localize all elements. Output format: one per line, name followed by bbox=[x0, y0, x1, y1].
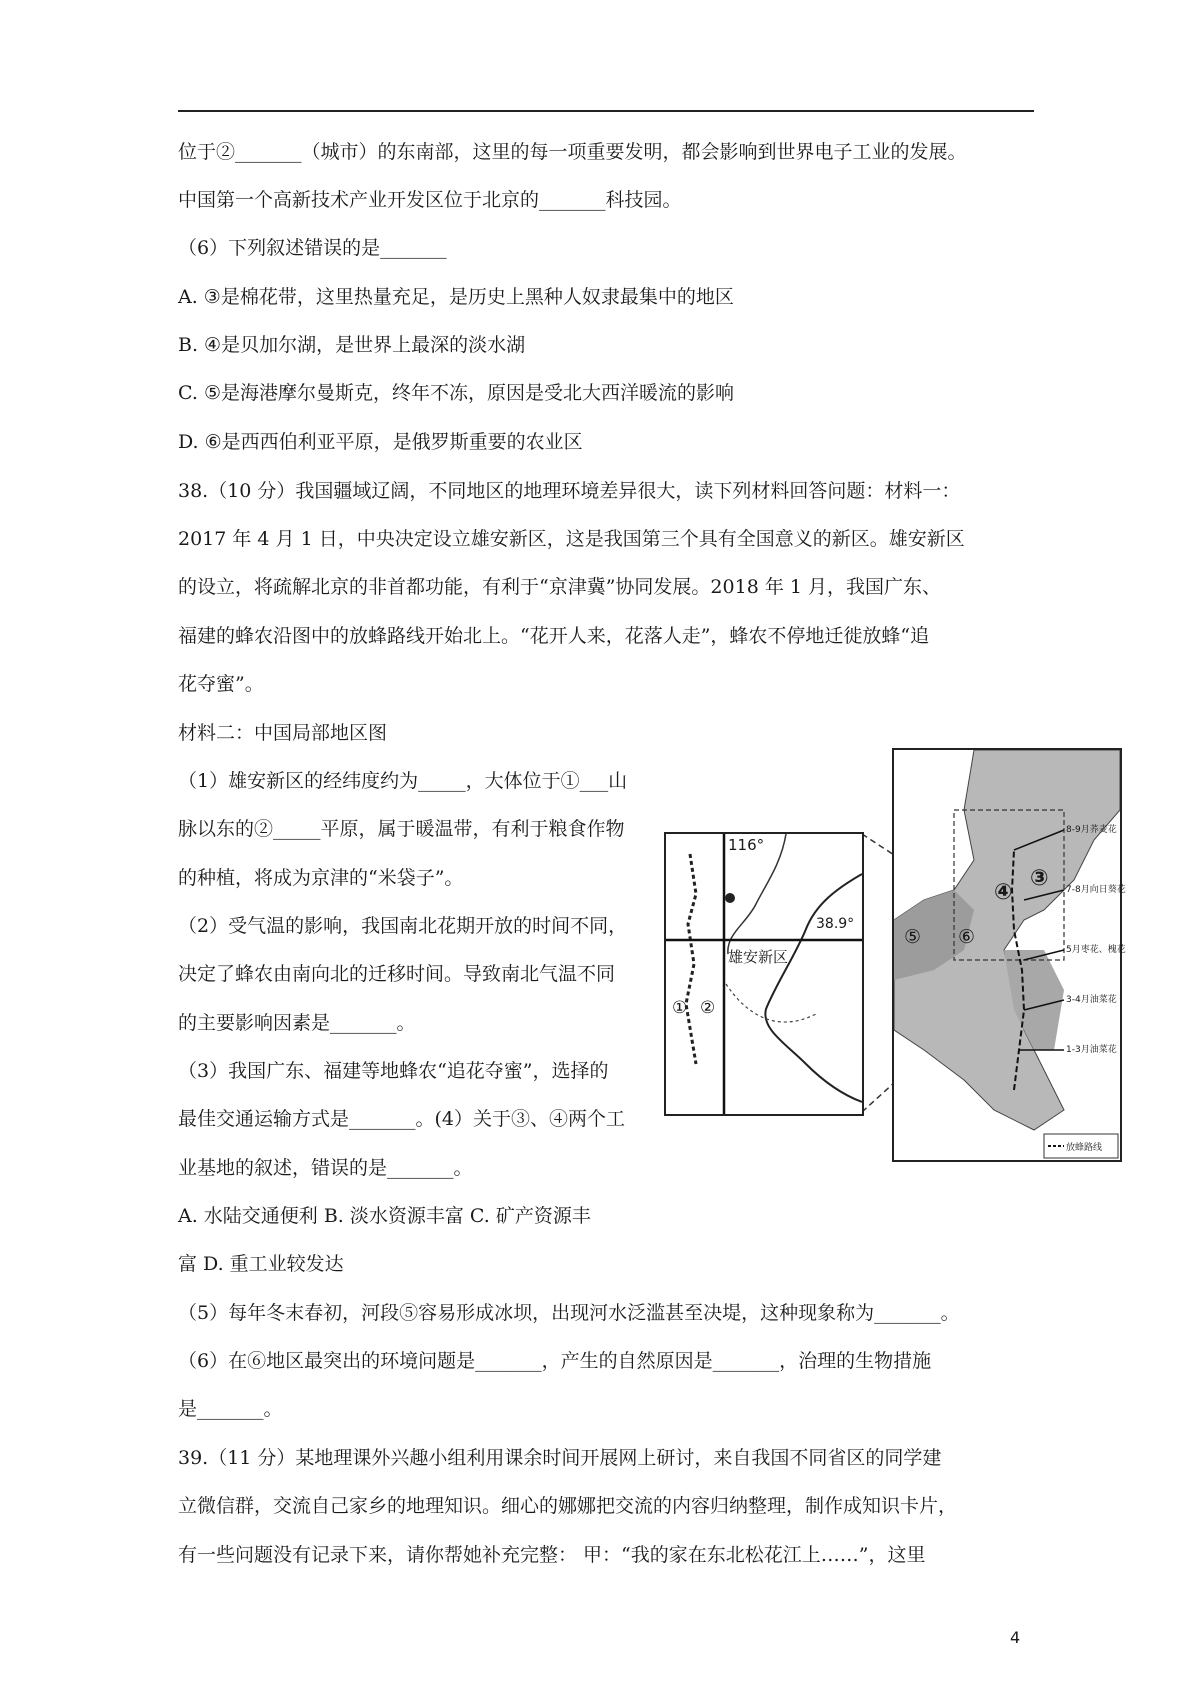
marker-4: ④ bbox=[994, 880, 1013, 905]
text-line-7: D. ⑥是西西伯利亚平原，是俄罗斯重要的农业区 bbox=[178, 431, 583, 453]
text-line-4: A. ③是棉花带，这里热量充足，是历史上黑种人奴隶最集中的地区 bbox=[178, 286, 734, 308]
marker-2: ② bbox=[700, 998, 716, 1018]
text-line-5: B. ④是贝加尔湖，是世界上最深的淡水湖 bbox=[178, 334, 526, 356]
text-line-18: 决定了蜂农由南向北的迁移时间。导致南北气温不同 bbox=[178, 963, 616, 985]
text-line-9: 2017 年 4 月 1 日，中央决定设立雄安新区，这是我国第三个具有全国意义的新区。雄安新区 bbox=[178, 528, 965, 550]
text-line-12: 花夺蜜”。 bbox=[178, 673, 264, 695]
marker-1: ① bbox=[672, 998, 688, 1018]
marker-6: ⑥ bbox=[958, 926, 976, 948]
text-line-13: 材料二：中国局部地区图 bbox=[178, 722, 388, 744]
route-label-3: 5月枣花、槐花 bbox=[1066, 945, 1126, 955]
legend-label: 放蜂路线 bbox=[1066, 1143, 1103, 1153]
page-number: 4 bbox=[1010, 1628, 1021, 1647]
longitude-label: 116° bbox=[728, 836, 765, 854]
latitude-label: 38.9° bbox=[816, 916, 855, 932]
marker-3: ③ bbox=[1030, 866, 1049, 891]
text-line-29: 立微信群，交流自己家乡的地理知识。细心的娜娜把交流的内容归纳整理，制作成知识卡片， bbox=[178, 1495, 958, 1517]
text-line-8: 38.（10 分）我国疆域辽阔，不同地区的地理环境差异很大，读下列材料回答问题：材料一： bbox=[178, 480, 961, 502]
route-label-2: 7-8月向日葵花 bbox=[1066, 885, 1126, 895]
text-line-6: C. ⑤是海港摩尔曼斯克，终年不冻，原因是受北大西洋暖流的影响 bbox=[178, 382, 734, 404]
text-line-1: 位于②_______（城市）的东南部，这里的每一项重要发明，都会影响到世界电子工业的发展。 bbox=[178, 141, 967, 163]
text-line-2: 中国第一个高新技术产业开发区位于北京的_______科技园。 bbox=[178, 189, 682, 211]
text-line-15: 脉以东的②_____平原，属于暖温带，有利于粮食作物 bbox=[178, 818, 625, 840]
xiongan-inset-drawing bbox=[666, 834, 862, 1114]
text-line-3: （6）下列叙述错误的是_______ bbox=[178, 237, 447, 259]
route-label-4: 3-4月油菜花 bbox=[1066, 995, 1117, 1005]
text-line-25: （5）每年冬末春初，河段⑤容易形成冰坝，出现河水泛滥甚至决堤，这种现象称为_______。 bbox=[178, 1302, 960, 1324]
text-line-14: （1）雄安新区的经纬度约为_____，大体位于①___山 bbox=[178, 770, 628, 792]
text-line-22: 业基地的叙述，错误的是_______。 bbox=[178, 1157, 473, 1179]
text-line-24: 富 D. 重工业较发达 bbox=[178, 1253, 344, 1275]
text-line-11: 福建的蜂农沿图中的放蜂路线开始北上。“花开人来，花落人走”，蜂农不停地迁徙放蜂“追 bbox=[178, 625, 930, 647]
text-line-27: 是_______。 bbox=[178, 1398, 283, 1420]
text-line-26: （6）在⑥地区最突出的环境问题是_______，产生的自然原因是_______，治理的生物措施 bbox=[178, 1350, 932, 1372]
text-line-21: 最佳交通运输方式是_______。(4）关于③、④两个工 bbox=[178, 1108, 626, 1130]
text-line-30: 有一些问题没有记录下来，请你帮她补充完整： 甲：“我的家在东北松花江上……”，这里 bbox=[178, 1544, 926, 1566]
china-region-drawing bbox=[894, 750, 1120, 1160]
region-label: 雄安新区 bbox=[728, 948, 789, 966]
xiongan-inset-map bbox=[664, 832, 864, 1116]
china-region-map bbox=[892, 748, 1126, 1162]
text-line-23: A. 水陆交通便利 B. 淡水资源丰富 C. 矿产资源丰 bbox=[178, 1205, 591, 1227]
route-label-1: 8-9月荞麦花 bbox=[1066, 825, 1117, 835]
route-label-5: 1-3月油菜花 bbox=[1066, 1045, 1117, 1055]
text-line-28: 39.（11 分）某地理课外兴趣小组利用课余时间开展网上研讨，来自我国不同省区的同学建 bbox=[178, 1447, 942, 1469]
text-line-16: 的种植，将成为京津的“米袋子”。 bbox=[178, 867, 464, 889]
text-line-19: 的主要影响因素是_______。 bbox=[178, 1012, 416, 1034]
text-line-20: （3）我国广东、福建等地蜂农“追花夺蜜”，选择的 bbox=[178, 1060, 609, 1082]
marker-5: ⑤ bbox=[904, 926, 922, 948]
text-line-17: （2）受气温的影响，我国南北花期开放的时间不同， bbox=[178, 915, 628, 937]
text-line-10: 的设立，将疏解北京的非首都功能，有利于“京津冀”协同发展。2018 年 1 月，我国广东、 bbox=[178, 576, 941, 598]
